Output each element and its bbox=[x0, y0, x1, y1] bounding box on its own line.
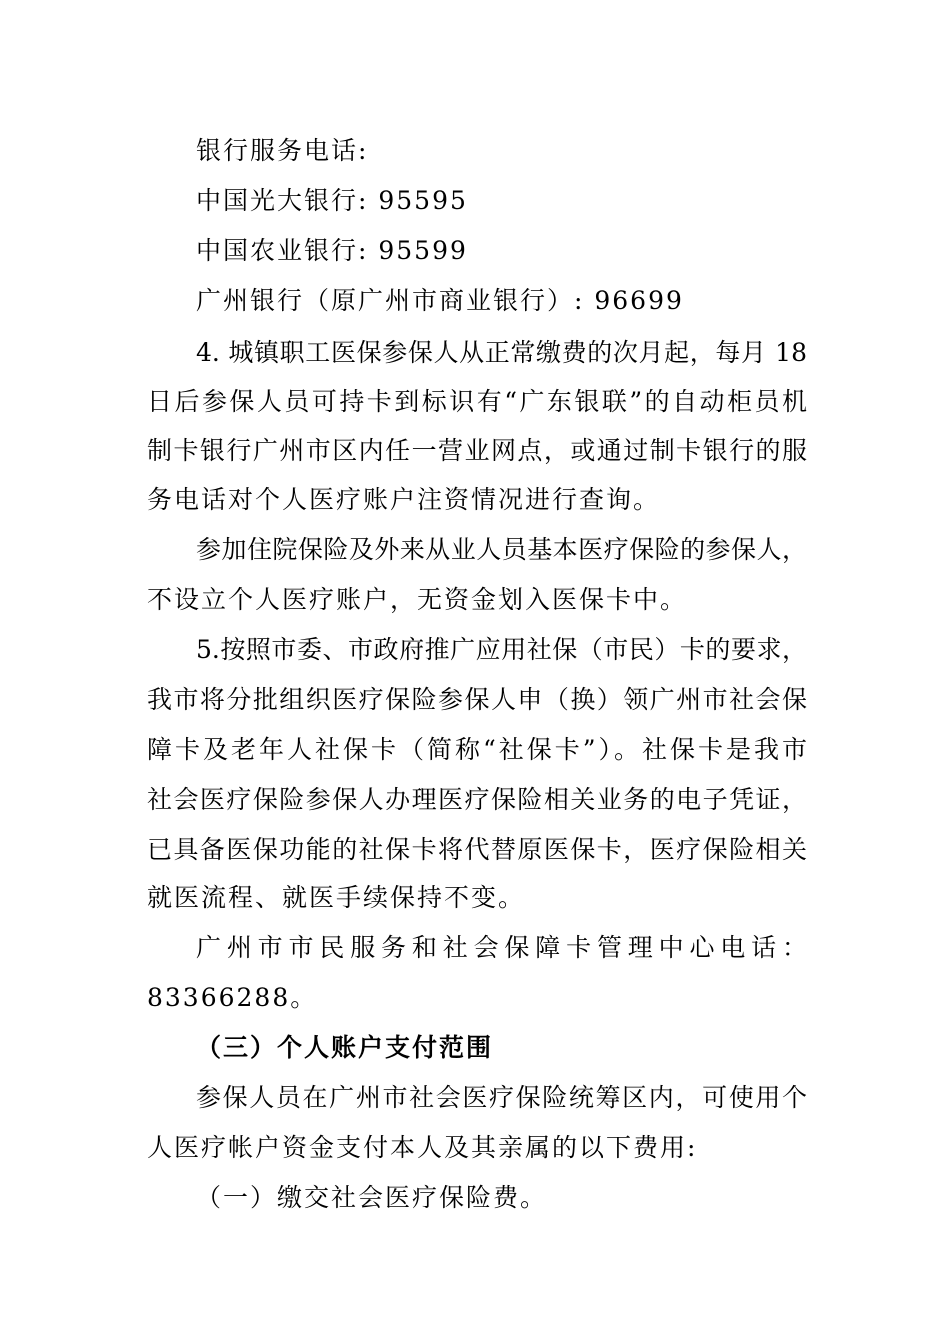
para-4-line-3: 制卡银行广州市区内任一营业网点，或通过制卡银行的服 bbox=[147, 436, 807, 465]
para-inpatient-line-2: 不设立个人医疗账户，无资金划入医保卡中。 bbox=[147, 585, 688, 614]
para-5-line-5: 已具备医保功能的社保卡将代替原医保卡，医疗保险相关 bbox=[147, 835, 807, 864]
para-scope-line-2: 人医疗帐户资金支付本人及其亲属的以下费用: bbox=[147, 1133, 698, 1162]
bank-phone-abc: 中国农业银行: 95599 bbox=[196, 236, 468, 265]
para-scope-line-1: 参保人员在广州市社会医疗保险统筹区内，可使用个 bbox=[196, 1083, 807, 1112]
section-heading-personal-account: （三）个人账户支付范围 bbox=[196, 1033, 494, 1062]
card-center-phone-line-1: 广州市市民服务和社会保障卡管理中心电话： bbox=[196, 933, 807, 962]
bank-phone-ceb: 中国光大银行: 95595 bbox=[196, 186, 468, 215]
list-item-1: （一）缴交社会医疗保险费。 bbox=[196, 1183, 548, 1212]
para-5-line-3: 障卡及老年人社保卡（简称“社保卡”）。社保卡是我市 bbox=[147, 735, 807, 764]
para-4-line-1: 4. 城镇职工医保参保人从正常缴费的次月起，每月 18 bbox=[196, 338, 807, 367]
para-5-line-4: 社会医疗保险参保人办理医疗保险相关业务的电子凭证， bbox=[147, 785, 807, 814]
bank-phone-gz: 广州银行（原广州市商业银行）: 96699 bbox=[196, 286, 684, 315]
para-5-line-1: 5.按照市委、市政府推广应用社保（市民）卡的要求， bbox=[196, 635, 807, 664]
para-5-line-2: 我市将分批组织医疗保险参保人申（换）领广州市社会保 bbox=[147, 685, 807, 714]
para-4-line-2: 日后参保人员可持卡到标识有“广东银联”的自动柜员机 bbox=[147, 387, 807, 416]
bank-phone-heading: 银行服务电话: bbox=[196, 136, 369, 165]
card-center-phone-line-2: 83366288。 bbox=[147, 983, 318, 1012]
para-4-line-4: 务电话对个人医疗账户注资情况进行查询。 bbox=[147, 485, 661, 514]
para-inpatient-line-1: 参加住院保险及外来从业人员基本医疗保险的参保人， bbox=[196, 535, 807, 564]
para-5-line-6: 就医流程、就医手续保持不变。 bbox=[147, 883, 526, 912]
